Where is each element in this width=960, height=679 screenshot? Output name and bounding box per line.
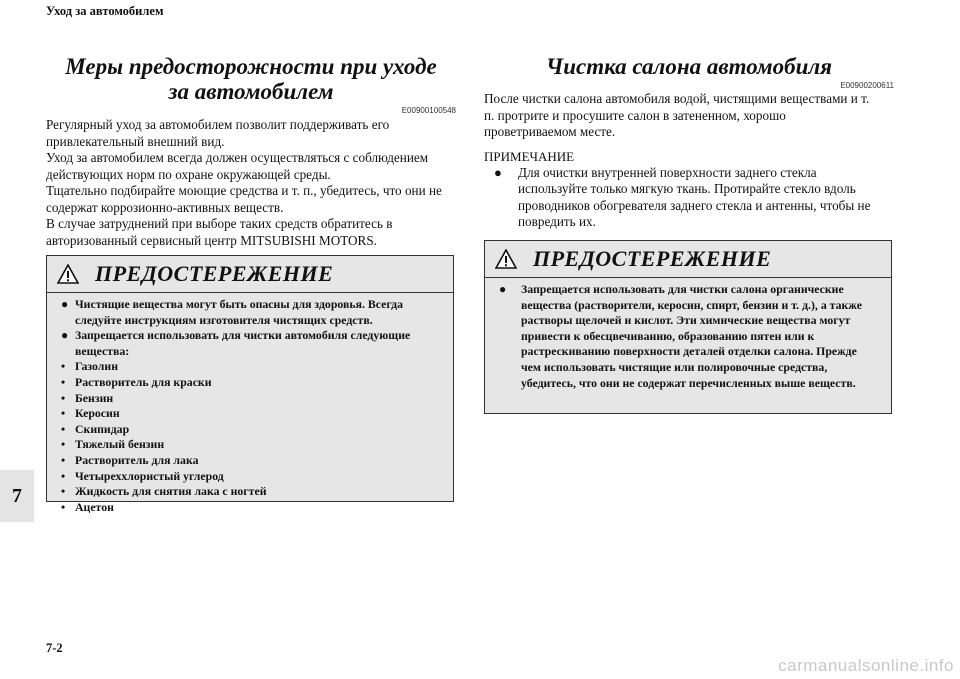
warning-body xyxy=(47,293,453,523)
bullet-icon: • xyxy=(61,437,66,452)
bullet-icon: ● xyxy=(61,297,69,311)
note-label: ПРИМЕЧАНИЕ xyxy=(484,148,575,164)
warning-body xyxy=(485,278,891,399)
paragraph: Уход за автомобилем всегда должен осуществляться с соблюдением действующих норм по охране окружающей среды. xyxy=(46,150,429,182)
paragraph: Регулярный уход за автомобилем позволит поддерживать его привлекательный внешний вид. xyxy=(46,117,390,149)
page-number: 7-2 xyxy=(46,641,63,655)
substance-item: • Тяжелый бензин xyxy=(61,437,165,452)
bullet-icon: • xyxy=(61,484,66,499)
substance-item: • Ацетон xyxy=(61,499,114,514)
warning-triangle-icon xyxy=(57,264,79,284)
right-body-text xyxy=(484,91,879,141)
warning-header xyxy=(47,256,453,292)
substance-item: • Газолин xyxy=(61,359,118,374)
substance-item: • Керосин xyxy=(61,406,120,421)
warning-header xyxy=(485,241,891,277)
warning-item: ● Чистящие вещества могут быть опасны для здоровья. Всегда следуйте инструкциям изготовителя чистящих средств. xyxy=(61,297,403,327)
substance-item: • Растворитель для лака xyxy=(61,452,199,467)
bullet-icon: ● xyxy=(61,328,69,343)
bullet-icon: • xyxy=(61,499,66,514)
right-section-title: Чистка салона автомобиля xyxy=(545,54,833,79)
note-item: ● Для очистки внутренней поверхности заднего стекла используйте только мягкую ткань. Протирайте стекло вдоль проводников обогревателя заднего стекла и антенны, чтобы не повредить их. xyxy=(494,164,871,229)
bullet-icon: • xyxy=(61,406,66,421)
bullet-icon: • xyxy=(61,390,66,405)
bullet-icon: • xyxy=(61,359,66,374)
right-warning-box xyxy=(484,240,892,414)
right-section-code: E00900200611 xyxy=(840,81,894,90)
warning-item: ● Запрещается использовать для чистки салона органические вещества (растворители, керосин, спирт, бензин и т. д.), а также растворы щелочей и кислот. Эти химические вещества могут привести к обесцвечиванию, образованию пятен или к растрескиванию поверхности деталей отделки салона. Прежде чем использовать чистящие или полировочные средства, убедитесь, что они не содержат перечисленных выше веществ. xyxy=(499,282,862,390)
paragraph: После чистки салона автомобиля водой, чистящими веществами и т. п. протрите и просушите салон в затененном, хорошо проветриваемом месте. xyxy=(484,91,870,139)
left-warning-box xyxy=(46,255,454,514)
warning-triangle-icon xyxy=(495,249,517,269)
substance-item: • Жидкость для снятия лака с ногтей xyxy=(61,484,267,499)
running-header: Уход за автомобилем xyxy=(46,4,164,18)
bullet-icon: ● xyxy=(499,282,507,296)
substance-item: • Четыреххлористый углерод xyxy=(61,468,224,483)
right-column xyxy=(484,54,894,231)
warning-title: ПРЕДОСТЕРЕЖЕНИЕ xyxy=(95,261,334,286)
warning-item: ● Запрещается использовать для чистки автомобиля следующие вещества: xyxy=(61,328,411,358)
bullet-icon: • xyxy=(61,468,66,483)
left-section-code: E00900100548 xyxy=(401,106,456,115)
left-column xyxy=(46,54,456,249)
bullet-icon: • xyxy=(61,374,66,389)
watermark-site: carmanualsonline.info xyxy=(778,656,954,675)
left-body-text xyxy=(46,117,451,249)
paragraph: В случае затруднений при выборе таких средств обратитесь в авторизованный сервисный центр MITSUBISHI MOTORS. xyxy=(46,216,393,248)
bullet-icon: ● xyxy=(494,164,502,180)
left-section-title: Меры предосторожности при уходе за автомобилем xyxy=(65,54,437,104)
chapter-tab: 7 xyxy=(0,470,34,522)
substance-item: • Скипидар xyxy=(61,421,130,436)
substance-item: • Бензин xyxy=(61,390,114,405)
warning-title: ПРЕДОСТЕРЕЖЕНИЕ xyxy=(533,246,772,271)
paragraph: Тщательно подбирайте моющие средства и т. п., убедитесь, что они не содержат коррозионно-активных веществ. xyxy=(46,183,442,215)
bullet-icon: • xyxy=(61,421,66,436)
substance-item: • Растворитель для краски xyxy=(61,374,212,389)
bullet-icon: • xyxy=(61,452,66,467)
